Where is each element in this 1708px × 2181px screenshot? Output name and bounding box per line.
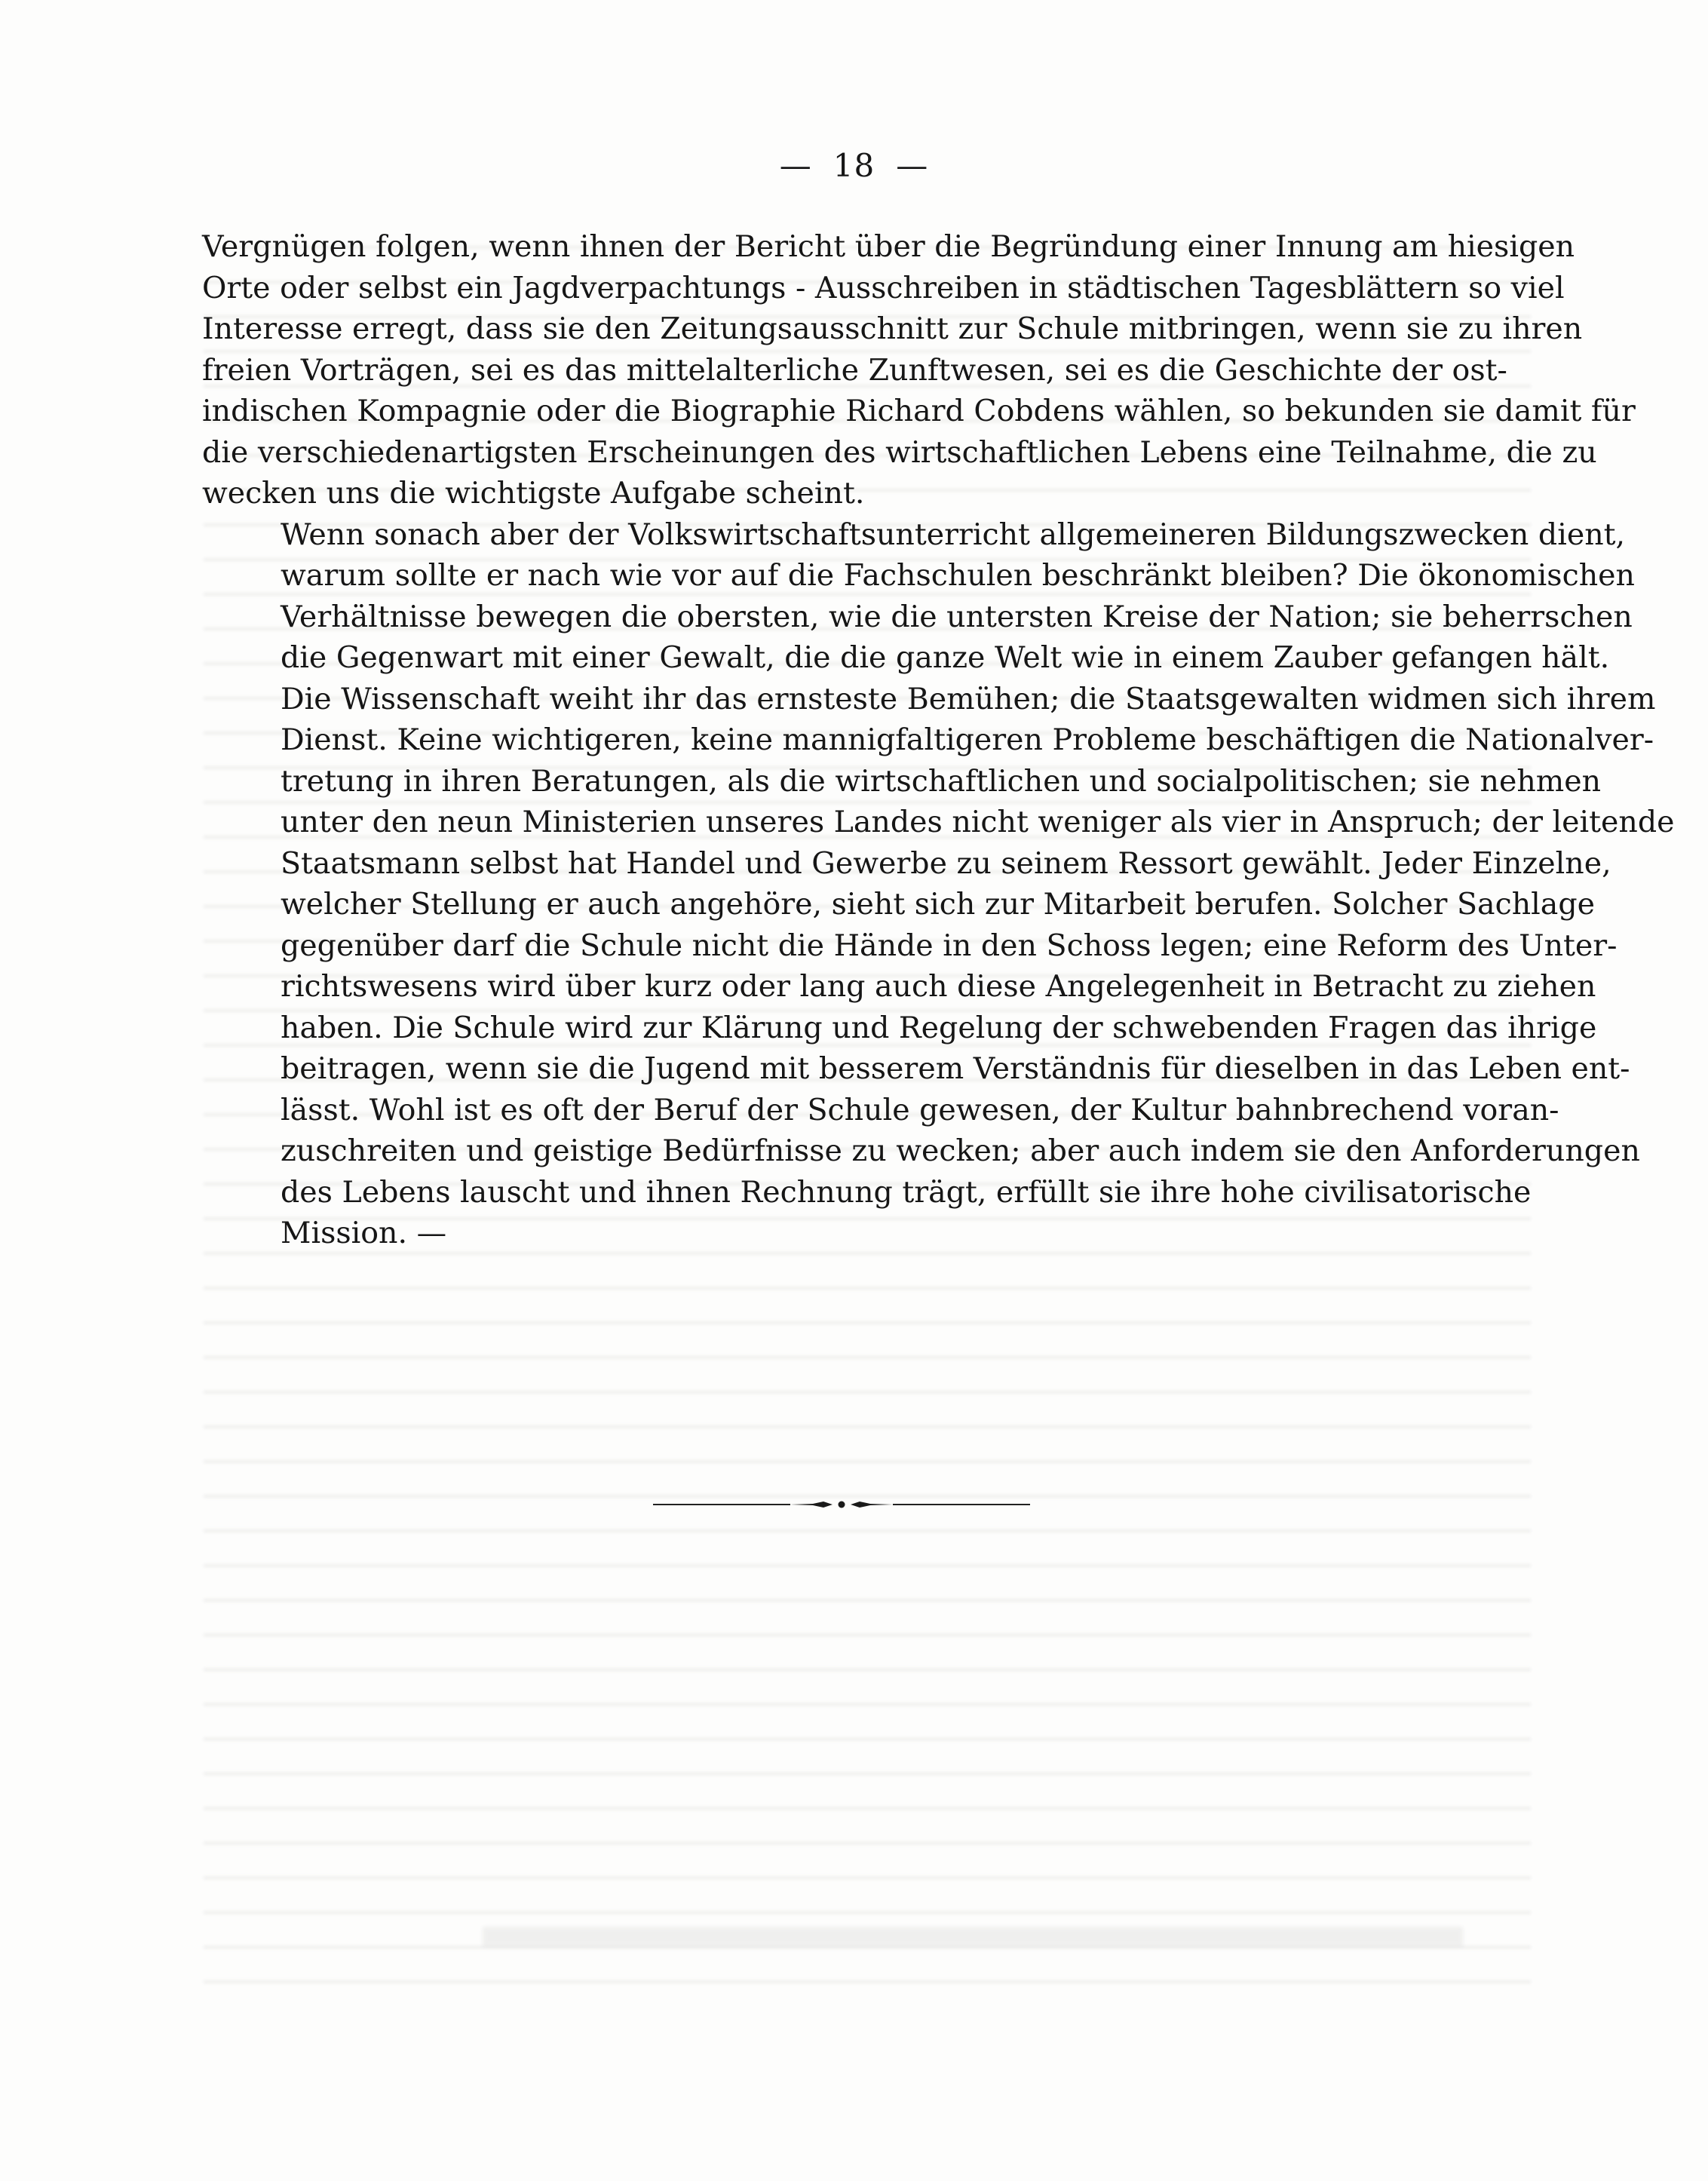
page-number-dash-left: — [779, 147, 812, 184]
text-line: Mission. — [281, 1216, 447, 1250]
text-line: wecken uns die wichtigste Aufgabe scheint. [202, 476, 865, 511]
text-line: welcher Stellung er auch angehöre, sieht sich zur Mitarbeit berufen. Solcher Sachlage [281, 887, 1596, 922]
section-end-ornament [653, 1502, 1030, 1507]
ornament-flourish-icon [790, 1500, 893, 1509]
page-number-dash-right: — [896, 147, 929, 184]
text-line: indischen Kompagnie oder die Biographie Richard Cobdens wählen, so bekunden sie damit für [202, 394, 1636, 428]
text-line: Dienst. Keine wichtigeren, keine mannigfaltigeren Probleme beschäftigen die Nationalver- [281, 722, 1654, 757]
paragraph-2 [202, 514, 1675, 1254]
text-line: Interesse erregt, dass sie den Zeitungsausschnitt zur Schule mitbringen, wenn sie zu ihren [202, 311, 1583, 346]
body-text [202, 226, 1675, 1254]
text-line: freien Vorträgen, sei es das mittelalterliche Zunftwesen, sei es die Geschichte der ost- [202, 352, 1507, 388]
text-line: warum sollte er nach wie vor auf die Fachschulen beschränkt bleiben? Die ökonomischen [281, 558, 1635, 593]
bleed-through-footnote-shadow [483, 1927, 1463, 1946]
text-line: die Gegenwart mit einer Gewalt, die die ganze Welt wie in einem Zauber gefangen hält. [281, 640, 1610, 675]
text-line: tretung in ihren Beratungen, als die wirtschaftlichen und socialpolitischen; sie nehmen [281, 763, 1602, 799]
ornament-rule-left [653, 1504, 790, 1505]
text-line: Vergnügen folgen, wenn ihnen der Bericht über die Begründung einer Innung am hiesigen [202, 229, 1575, 264]
text-line: Verhältnisse bewegen die obersten, wie die untersten Kreise der Nation; sie beherrschen [281, 599, 1633, 634]
paragraph-1 [202, 226, 1636, 514]
text-line: des Lebens lauscht und ihnen Rechnung trägt, erfüllt sie ihre hohe civilisatorische [281, 1174, 1532, 1210]
text-line: Orte oder selbst ein Jagdverpachtungs - Ausschreiben in städtischen Tagesblättern so viel [202, 270, 1565, 305]
text-line: die verschiedenartigsten Erscheinungen des wirtschaftlichen Lebens eine Teilnahme, die zu [202, 434, 1597, 470]
text-line: Wenn sonach aber der Volkswirtschaftsunterricht allgemeineren Bildungszwecken dient, [281, 517, 1626, 552]
text-line: unter den neun Ministerien unseres Landes nicht weniger als vier in Anspruch; der leitende [281, 805, 1675, 839]
text-line: zuschreiten und geistige Bedürfnisse zu wecken; aber auch indem sie den Anforderungen [281, 1133, 1640, 1168]
text-line: lässt. Wohl ist es oft der Beruf der Schule gewesen, der Kultur bahnbrechend voran- [281, 1092, 1559, 1127]
page-number-header [0, 147, 1708, 184]
text-line: beitragen, wenn sie die Jugend mit besserem Verständnis für dieselben in das Leben ent- [281, 1051, 1630, 1086]
text-line: Staatsmann selbst hat Handel und Gewerbe zu seinem Ressort gewählt. Jeder Einzelne, [281, 845, 1611, 881]
text-line: Die Wissenschaft weiht ihr das ernsteste Bemühen; die Staatsgewalten widmen sich ihrem [281, 681, 1656, 716]
text-line: gegenüber darf die Schule nicht die Hände in den Schoss legen; eine Reform des Unter- [281, 928, 1618, 963]
page-number: 18 [833, 147, 875, 184]
text-line: richtswesens wird über kurz oder lang auch diese Angelegenheit in Betracht zu ziehen [281, 969, 1596, 1004]
text-line: haben. Die Schule wird zur Klärung und Regelung der schwebenden Fragen das ihrige [281, 1010, 1597, 1045]
ornament-rule-right [893, 1504, 1030, 1505]
